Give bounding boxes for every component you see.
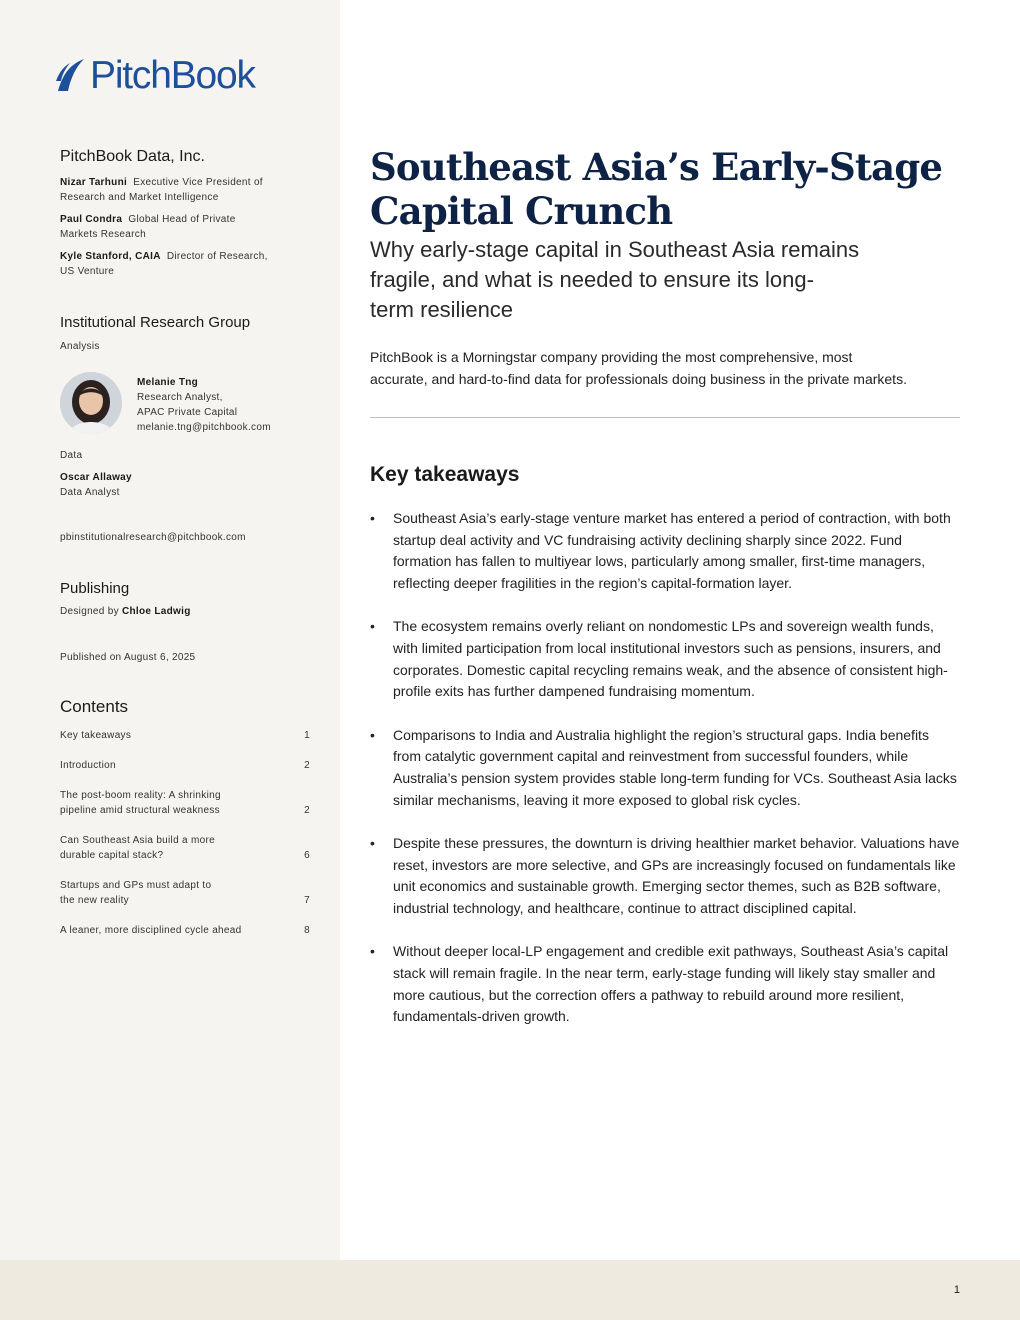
avatar — [60, 372, 122, 434]
toc-item[interactable] — [60, 758, 310, 773]
intro-line: accurate, and hard-to-find data for professionals doing business in the private markets. — [370, 371, 907, 387]
toc-item-page: 8 — [304, 925, 310, 936]
analyst-name: Melanie Tng — [137, 377, 199, 388]
title-line: Capital Crunch — [370, 189, 673, 233]
toc-item[interactable] — [60, 923, 310, 938]
toc-item-label: A leaner, more disciplined cycle ahead — [60, 925, 242, 936]
irg-block — [60, 313, 310, 354]
bullet-icon: • — [370, 618, 375, 635]
list-item — [370, 941, 960, 1028]
publishing-block — [60, 579, 310, 619]
designed-by-prefix: Designed by — [60, 606, 119, 617]
bullet-icon: • — [370, 943, 375, 960]
publishing-heading: Publishing — [60, 580, 130, 597]
author-title: Executive Vice President of — [133, 177, 263, 188]
toc-item-label: The post-boom reality: A shrinking — [60, 790, 221, 801]
takeaway-text: Despite these pressures, the downturn is driving healthier market behavior. Valuations have reset, investors are more selective, and GPs are increasingly focused on fundamentals like unit economics and sustainable growth. Emerging sector themes, such as B2B software, industrial technology, and healthcare, continue to attract disciplined capital. — [393, 834, 960, 917]
subtitle-line: fragile, and what is needed to ensure its long- — [370, 267, 814, 292]
data-label: Data — [60, 450, 83, 461]
contents-heading: Contents — [60, 697, 129, 716]
page-number: 1 — [953, 1284, 960, 1296]
author-title: Global Head of Private — [128, 214, 236, 225]
toc-item[interactable] — [60, 878, 310, 908]
author-title: Markets Research — [60, 229, 146, 240]
takeaways-heading: Key takeaways — [370, 463, 520, 486]
list-item — [370, 833, 960, 920]
list-item — [370, 725, 960, 812]
author-entry — [60, 249, 310, 279]
toc-item[interactable] — [60, 788, 310, 818]
takeaway-text: The ecosystem remains overly reliant on nondomestic LPs and sovereign wealth funds, with limited participation from local institutional investors such as pensions, insurers, and corporates. Domestic capital recycling remains weak, and the absence of consistent high-profile exits has further dampened fundraising momentum. — [393, 618, 948, 700]
takeaways-list — [370, 508, 960, 1028]
toc-item-label: durable capital stack? — [60, 850, 164, 861]
authors-block — [60, 147, 310, 286]
org-heading: PitchBook Data, Inc. — [60, 148, 205, 165]
analyst-role: APAC Private Capital — [137, 407, 238, 418]
list-item — [370, 616, 960, 703]
analyst-email[interactable]: melanie.tng@pitchbook.com — [137, 422, 271, 433]
title-line: Southeast Asia’s Early-Stage — [370, 145, 943, 189]
toc-item-label: Introduction — [60, 760, 116, 771]
author-entry — [60, 175, 310, 205]
subtitle — [370, 235, 960, 325]
pitchbook-sail-logo-icon — [54, 57, 88, 95]
list-item — [370, 508, 960, 595]
author-entry — [60, 212, 310, 242]
author-name: Paul Condra — [60, 214, 123, 225]
title-block — [370, 145, 960, 233]
pitchbook-logo — [54, 56, 255, 96]
melanie-tng-photo-icon — [60, 372, 122, 434]
intro-paragraph — [370, 346, 960, 390]
toc-item-page: 6 — [304, 850, 310, 861]
toc-list — [60, 728, 310, 938]
author-title: US Venture — [60, 266, 115, 277]
data-block — [60, 448, 310, 500]
bullet-icon: • — [370, 834, 375, 851]
subtitle-line: term resilience — [370, 297, 514, 322]
divider — [370, 417, 960, 418]
irg-heading: Institutional Research Group — [60, 314, 251, 331]
toc-item-label: Startups and GPs must adapt to — [60, 880, 212, 891]
takeaway-text: Without deeper local-LP engagement and credible exit pathways, Southeast Asia’s capital stack will remain fragile. In the near term, early-stage funding will likely stay smaller and more cautious, but the correction offers a pathway to rebuild around more resilient, fundamentals-driven growth. — [393, 943, 949, 1025]
page-title — [370, 145, 960, 233]
author-title: Research and Market Intelligence — [60, 192, 219, 203]
data-person-role: Data Analyst — [60, 487, 120, 498]
takeaway-text: Comparisons to India and Australia highlight the region’s structural gaps. India benefits from catalytic government capital and reinvestment from successful founders, while Australia’s pension system provides stable long-term funding for VCs. Southeast Asia lacks similar mechanisms, leaving it more exposed to global risk cycles. — [393, 726, 957, 808]
brand-name: PitchBook — [90, 54, 255, 97]
analyst-role: Research Analyst, — [137, 392, 223, 403]
author-name: Nizar Tarhuni — [60, 177, 128, 188]
group-email[interactable]: pbinstitutionalresearch@pitchbook.com — [60, 532, 246, 543]
toc-item-page: 7 — [304, 895, 310, 906]
bullet-icon: • — [370, 510, 375, 526]
toc-item-label: Can Southeast Asia build a more — [60, 835, 215, 846]
toc-item[interactable] — [60, 833, 310, 863]
author-title: Director of Research, — [166, 251, 268, 262]
designer-name: Chloe Ladwig — [122, 606, 191, 617]
takeaways-section — [370, 508, 960, 1050]
author-name: Kyle Stanford, CAIA — [60, 251, 161, 262]
toc-item-page: 2 — [304, 760, 310, 771]
analyst-block — [137, 375, 317, 435]
toc-item[interactable] — [60, 728, 310, 743]
bullet-icon: • — [370, 726, 375, 743]
toc-item-label: Key takeaways — [60, 730, 132, 741]
page-footer — [0, 1260, 1020, 1320]
toc-item-page: 1 — [304, 730, 310, 741]
toc-item-page: 2 — [304, 805, 310, 816]
published-date: Published on August 6, 2025 — [60, 652, 196, 663]
contents-block — [60, 697, 310, 717]
intro-line: PitchBook is a Morningstar company providing the most comprehensive, most — [370, 349, 853, 365]
toc-item-label: pipeline amid structural weakness — [60, 805, 220, 816]
analysis-label: Analysis — [60, 341, 100, 352]
toc-item-label: the new reality — [60, 895, 129, 906]
takeaway-text: Southeast Asia’s early-stage venture market has entered a period of contraction, with both startup deal activity and VC fundraising activity declining sharply since 2022. Fund formation has fallen to multiyear lows, particularly among smaller, first-time managers, reflecting deeper fragilities in the region’s capital-formation layer. — [393, 510, 951, 592]
data-person-name: Oscar Allaway — [60, 472, 132, 483]
subtitle-line: Why early-stage capital in Southeast Asia remains — [370, 237, 860, 262]
